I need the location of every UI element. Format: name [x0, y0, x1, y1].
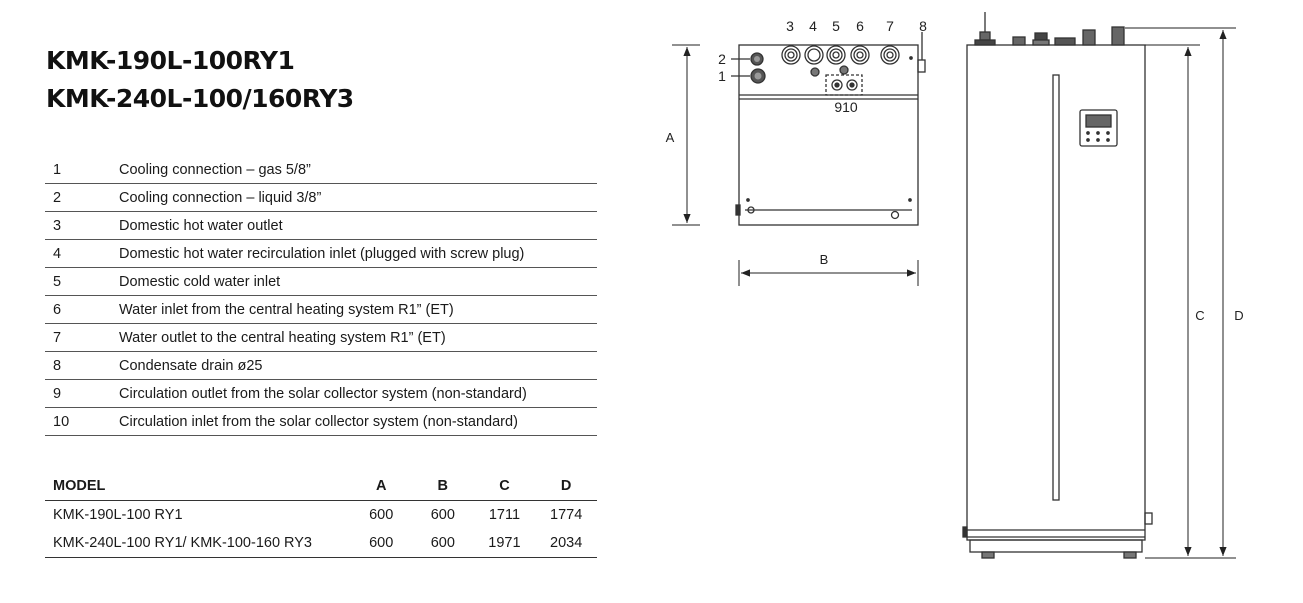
connection-10-marker: [847, 80, 857, 90]
dimension-d-label: D: [1234, 308, 1244, 323]
legend-number: 4: [45, 240, 119, 268]
legend-number: 1: [45, 156, 119, 184]
title-line-2: KMK-240L-100/160RY3: [46, 84, 354, 113]
label-1: 1: [718, 68, 726, 84]
connection-8-marker: [918, 60, 925, 72]
legend-description: Cooling connection – gas 5/8”: [119, 156, 597, 184]
legend-description: Circulation inlet from the solar collector system (non-standard): [119, 408, 597, 436]
table-cell: 1774: [550, 507, 583, 523]
door-handle: [1053, 75, 1059, 500]
label-6: 6: [856, 18, 864, 34]
connection-3-marker: [782, 46, 800, 64]
connection-7-marker: [881, 46, 899, 64]
legend-description: Water inlet from the central heating system R1” (ET): [119, 296, 597, 324]
dimension-c: [1145, 45, 1200, 558]
column-header: MODEL: [45, 472, 350, 501]
table-cell: 600: [430, 507, 455, 523]
dimension-d: [1125, 28, 1236, 558]
dimension-b-label: B: [819, 252, 829, 267]
legend-description: Cooling connection – liquid 3/8”: [119, 184, 597, 212]
unit-base: [970, 540, 1142, 552]
column-header: D: [535, 472, 597, 501]
legend-description: Circulation outlet from the solar collector system (non-standard): [119, 380, 597, 408]
dimension-a: [672, 45, 700, 225]
label-9-10: 910: [834, 99, 858, 115]
legend-number: 3: [45, 212, 119, 240]
label-8: 8: [919, 18, 927, 34]
legend-number: 2: [45, 184, 119, 212]
legend-number: 5: [45, 268, 119, 296]
legend-number: 8: [45, 352, 119, 380]
dimension-c-label: C: [1195, 308, 1205, 323]
connection-4-marker: [805, 46, 823, 64]
table-cell: 2034: [535, 529, 597, 558]
label-2: 2: [718, 51, 726, 67]
connection-2-marker: [751, 53, 763, 65]
legend-number: 9: [45, 380, 119, 408]
table-cell: 1971: [474, 529, 536, 558]
legend-description: Domestic cold water inlet: [119, 268, 597, 296]
label-4: 4: [809, 18, 817, 34]
legend-number: 10: [45, 408, 119, 436]
control-panel: [1080, 110, 1117, 146]
top-fittings: [975, 12, 1124, 45]
connection-6-marker: [851, 46, 869, 64]
table-cell: KMK-190L-100 RY1: [53, 507, 183, 523]
legend-number: 7: [45, 324, 119, 352]
table-cell: 1711: [488, 507, 521, 523]
connection-5-marker: [827, 46, 845, 64]
unit-body: [967, 45, 1145, 540]
legend-description: Condensate drain ø25: [119, 352, 597, 380]
table-cell: 600: [412, 529, 474, 558]
table-cell: KMK-240L-100 RY1/ KMK-100-160 RY3: [45, 529, 350, 558]
column-header: C: [474, 472, 536, 501]
top-view-drawing: [731, 32, 925, 225]
top-view-outline: [739, 45, 918, 225]
table-cell: 600: [369, 507, 394, 523]
column-header: B: [412, 472, 474, 501]
label-5: 5: [832, 18, 840, 34]
front-view-drawing: [963, 12, 1152, 558]
title-line-1: KMK-190L-100RY1: [46, 46, 295, 75]
legend-description: Domestic hot water recirculation inlet (plugged with screw plug): [119, 240, 597, 268]
dimension-b: [739, 260, 918, 286]
connection-1-marker: [751, 69, 765, 83]
connection-9-marker: [832, 80, 842, 90]
label-3: 3: [786, 18, 794, 34]
legend-description: Domestic hot water outlet: [119, 212, 597, 240]
label-7: 7: [886, 18, 894, 34]
legend-description: Water outlet to the central heating system R1” (ET): [119, 324, 597, 352]
legend-number: 6: [45, 296, 119, 324]
dimension-a-label: A: [665, 130, 675, 145]
table-cell: 600: [350, 529, 412, 558]
column-header: A: [350, 472, 412, 501]
